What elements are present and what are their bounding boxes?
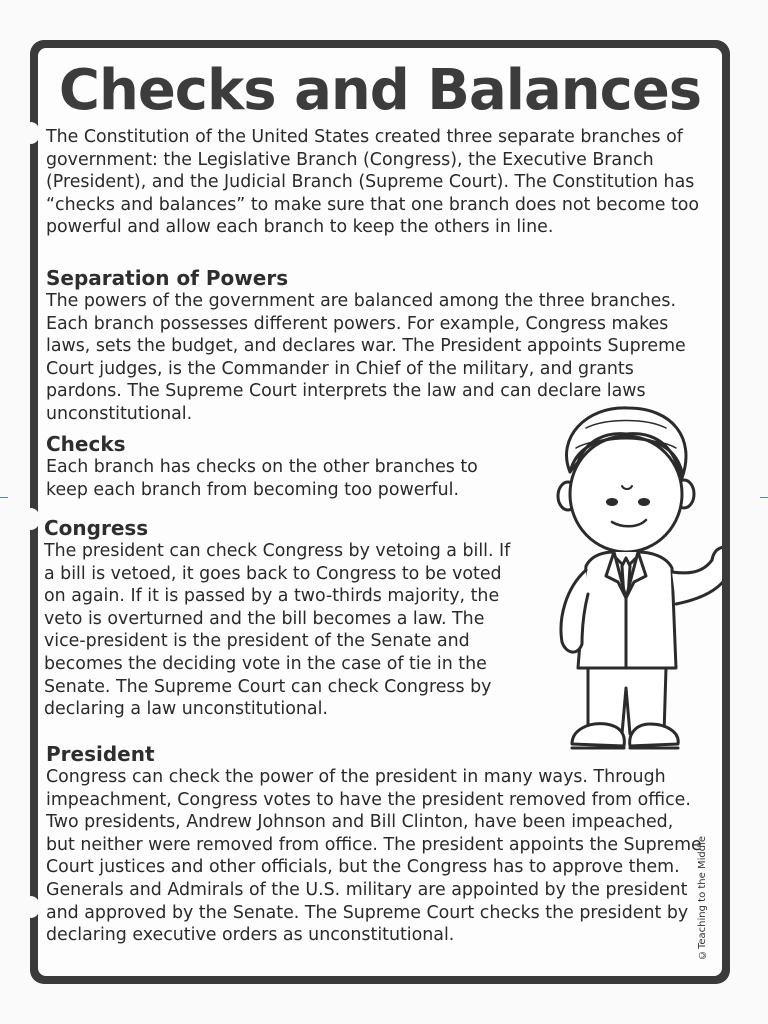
heading-congress: Congress: [44, 516, 149, 540]
head: [570, 436, 682, 552]
heading-checks: Checks: [46, 432, 126, 456]
congress-paragraph: The president can check Congress by vetoing a bill. If a bill is vetoed, it goes back to Congress to be voted on again. If it is passed by a two-thirds majority, the veto is overturned and the bill becomes a law. The vice-president is the president of the Senate and becomes the deciding vote in the case of tie in the Senate. The Supreme Court can check Congress by declaring a law unconstitutional.: [44, 541, 511, 720]
page-title: Checks and Balances: [58, 58, 702, 123]
separation-paragraph: The powers of the government are balanced among the three branches. Each branch possesses different powers. For example, Congress makes laws, sets the budget, and declares war. The President appoints Supreme Court judges, is the Commander in Chief of the military, and grants pardons. The Supreme Court interprets the law and can declare laws unconstitutional.: [46, 291, 686, 424]
left-edge-mark: [0, 497, 8, 498]
president-paragraph: Congress can check the power of the president in many ways. Through impeachment, Congress votes to have the president removed from office. Two presidents, Andrew Johnson and Bill Clinton, have been impeached, but neither were removed from office. The president appoints the Supreme Court justices and other officials, but the Congress has to approve them. Generals and Admirals of the U.S. military are appointed by the president and approved by the Senate. The Supreme Court checks the president by declaring executive orders as unconstitutional.: [46, 767, 702, 946]
intro-paragraph: The Constitution of the United States created three separate branches of government: the Legislative Branch (Congress), the Executive Branch (President), and the Judicial Branch (Supreme Court). The Constitution has “checks and balances” to make sure that one branch does not become too powerful and allow each branch to keep the others in line.: [46, 127, 700, 238]
heading-separation-of-powers: Separation of Powers: [46, 266, 289, 290]
left-eye: [606, 498, 618, 506]
binder-hole-middle: [22, 508, 40, 530]
worksheet-frame: [30, 40, 730, 984]
binder-hole-top: [22, 122, 40, 144]
right-shoe: [630, 724, 678, 746]
heading-president: President: [46, 742, 155, 766]
copyright-text: ©Teaching to the Middle: [697, 835, 708, 960]
right-arm: [672, 556, 722, 604]
binder-hole-bottom: [22, 896, 40, 918]
left-shoe: [572, 724, 624, 746]
right-edge-mark: [760, 497, 768, 498]
checks-paragraph: Each branch has checks on the other branches to keep each branch from becoming too powerful.: [46, 457, 478, 500]
worksheet-content: [38, 48, 722, 976]
president-cartoon-illustration: [526, 398, 722, 758]
right-eye: [638, 498, 650, 506]
